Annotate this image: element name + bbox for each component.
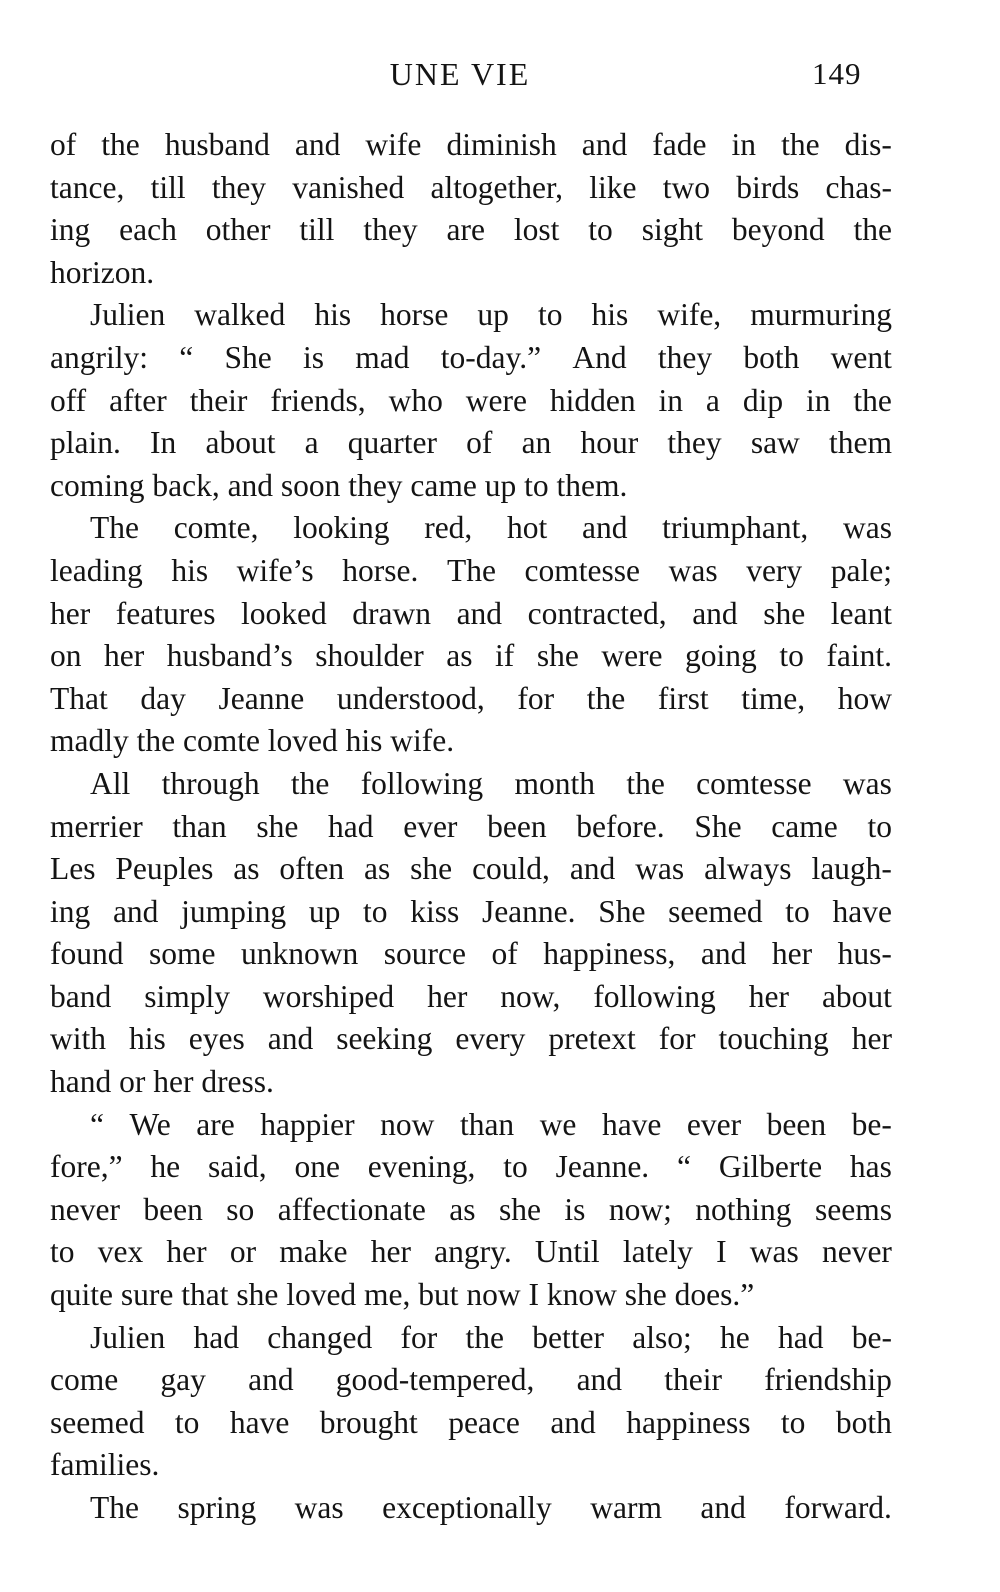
- text-line: plain. In about a quarter of an hour they saw them: [50, 425, 892, 461]
- text-line: her features looked drawn and contracted, and she leant: [50, 595, 892, 631]
- text-line: “ We are happier now than we have ever been be-: [90, 1106, 892, 1142]
- text-line: ing and jumping up to kiss Jeanne. She seemed to have: [50, 893, 892, 929]
- text-line: tance, till they vanished altogether, like two birds chas-: [50, 169, 892, 205]
- text-line: coming back, and soon they came up to them.: [50, 467, 628, 503]
- text-line: fore,” he said, one evening, to Jeanne. “ Gilberte has: [50, 1149, 892, 1185]
- text-line: Julien walked his horse up to his wife, murmuring: [90, 297, 892, 333]
- text-line: All through the following month the comtesse was: [90, 765, 892, 801]
- text-line: quite sure that she loved me, but now I know she does.”: [50, 1277, 755, 1313]
- text-line: come gay and good-tempered, and their friendship: [50, 1362, 892, 1398]
- body-text: [50, 124, 892, 1530]
- text-line: leading his wife’s horse. The comtesse was very pale;: [50, 552, 892, 588]
- text-line: Les Peuples as often as she could, and was always laugh-: [50, 851, 892, 887]
- text-line: The comte, looking red, hot and triumphant, was: [90, 510, 892, 546]
- text-line: with his eyes and seeking every pretext for touching her: [50, 1021, 892, 1057]
- text-line: of the husband and wife diminish and fade in the dis-: [50, 127, 892, 162]
- text-line: horizon.: [50, 254, 155, 290]
- text-line: That day Jeanne understood, for the first time, how: [50, 680, 892, 716]
- text-line: band simply worshiped her now, following her about: [50, 978, 892, 1014]
- text-line: on her husband’s shoulder as if she were going to faint.: [50, 638, 892, 674]
- text-line: The spring was exceptionally warm and forward.: [90, 1490, 892, 1525]
- text-line: found some unknown source of happiness, and her hus-: [50, 936, 892, 972]
- text-line: hand or her dress.: [50, 1064, 274, 1100]
- text-line: off after their friends, who were hidden in a dip in the: [50, 382, 892, 418]
- text-line: families.: [50, 1447, 160, 1483]
- text-line: merrier than she had ever been before. She came to: [50, 808, 892, 844]
- running-head: [0, 52, 1000, 96]
- text-line: never been so affectionate as she is now; nothing seems: [50, 1191, 892, 1227]
- page-number: 149: [812, 56, 862, 91]
- text-line: angrily: “ She is mad to-day.” And they both went: [50, 339, 892, 375]
- running-title: UNE VIE: [389, 56, 531, 92]
- text-line: seemed to have brought peace and happiness to both: [50, 1404, 892, 1440]
- text-line: Julien had changed for the better also; he had be-: [90, 1319, 892, 1355]
- text-line: ing each other till they are lost to sight beyond the: [50, 212, 892, 248]
- text-line: to vex her or make her angry. Until lately I was never: [50, 1234, 892, 1270]
- text-line: madly the comte loved his wife.: [50, 723, 455, 759]
